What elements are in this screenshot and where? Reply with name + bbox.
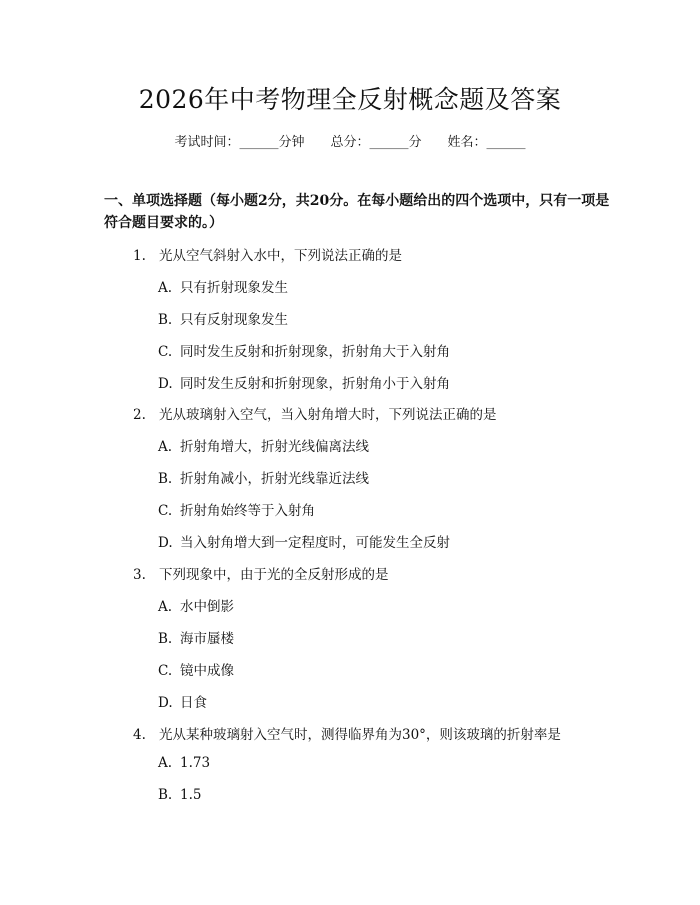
question-3-option-a [158, 595, 234, 615]
question-3 [133, 563, 389, 583]
question-1-option-d [158, 372, 450, 392]
question-2-option-d [158, 531, 450, 551]
option-letter: B. [158, 471, 173, 487]
option-letter: A. [158, 755, 173, 771]
option-letter: A. [158, 599, 173, 615]
question-1-option-c [158, 340, 450, 360]
question-1-option-b [158, 308, 288, 328]
option-letter: B. [158, 631, 173, 647]
option-letter: D. [158, 376, 173, 392]
question-2 [133, 403, 497, 423]
option-text: 1.5 [180, 787, 202, 803]
option-letter: C. [158, 663, 173, 679]
exam-total-score: 总分：______分 [330, 135, 422, 150]
option-text: 当入射角增大到一定程度时，可能发生全反射 [180, 535, 450, 551]
question-3-option-d [158, 691, 207, 711]
option-letter: C. [158, 503, 173, 519]
option-text: 镜中成像 [180, 663, 234, 679]
question-2-option-b [158, 467, 369, 487]
exam-name: 姓名：______ [447, 135, 526, 150]
page-title: 2026年中考物理全反射概念题及答案 [138, 85, 562, 114]
option-letter: A. [158, 280, 173, 296]
option-letter: D. [158, 695, 173, 711]
question-text: 光从玻璃射入空气，当入射角增大时，下列说法正确的是 [159, 407, 497, 423]
question-text: 光从某种玻璃射入空气时，测得临界角为30°，则该玻璃的折射率是 [159, 727, 561, 743]
option-text: 1.73 [180, 755, 211, 771]
question-4-option-b [158, 787, 201, 803]
option-letter: A. [158, 439, 173, 455]
option-text: 水中倒影 [180, 599, 234, 615]
question-1 [133, 244, 402, 264]
option-text: 折射角减小，折射光线靠近法线 [180, 471, 369, 487]
question-4-option-a [158, 755, 210, 771]
question-text: 下列现象中，由于光的全反射形成的是 [159, 567, 389, 583]
option-text: 折射角增大，折射光线偏离法线 [180, 439, 369, 455]
question-number: 2. [133, 407, 146, 423]
question-2-option-a [158, 435, 369, 455]
option-text: 同时发生反射和折射现象，折射角大于入射角 [180, 344, 450, 360]
option-text: 只有反射现象发生 [180, 312, 288, 328]
option-text: 折射角始终等于入射角 [180, 503, 315, 519]
question-3-option-b [158, 627, 234, 647]
option-text: 日食 [180, 695, 207, 711]
option-letter: C. [158, 344, 173, 360]
question-1-option-a [158, 276, 288, 296]
question-4 [133, 723, 561, 743]
option-letter: B. [158, 787, 173, 803]
question-text: 光从空气斜射入水中，下列说法正确的是 [159, 248, 402, 264]
question-2-option-c [158, 499, 315, 519]
question-number: 3. [133, 567, 146, 583]
question-3-option-c [158, 659, 234, 679]
option-text: 海市蜃楼 [180, 631, 234, 647]
question-number: 1. [133, 248, 146, 264]
exam-time: 考试时间：______分钟 [174, 135, 305, 150]
option-letter: B. [158, 312, 173, 328]
option-text: 只有折射现象发生 [180, 280, 288, 296]
question-number: 4. [133, 727, 146, 743]
option-letter: D. [158, 535, 173, 551]
option-text: 同时发生反射和折射现象，折射角小于入射角 [180, 376, 450, 392]
exam-meta [0, 131, 700, 150]
section-heading: 一、单项选择题（每小题2分，共20分。在每小题给出的四个选项中，只有一项是符合题目要求的。） [104, 193, 610, 231]
